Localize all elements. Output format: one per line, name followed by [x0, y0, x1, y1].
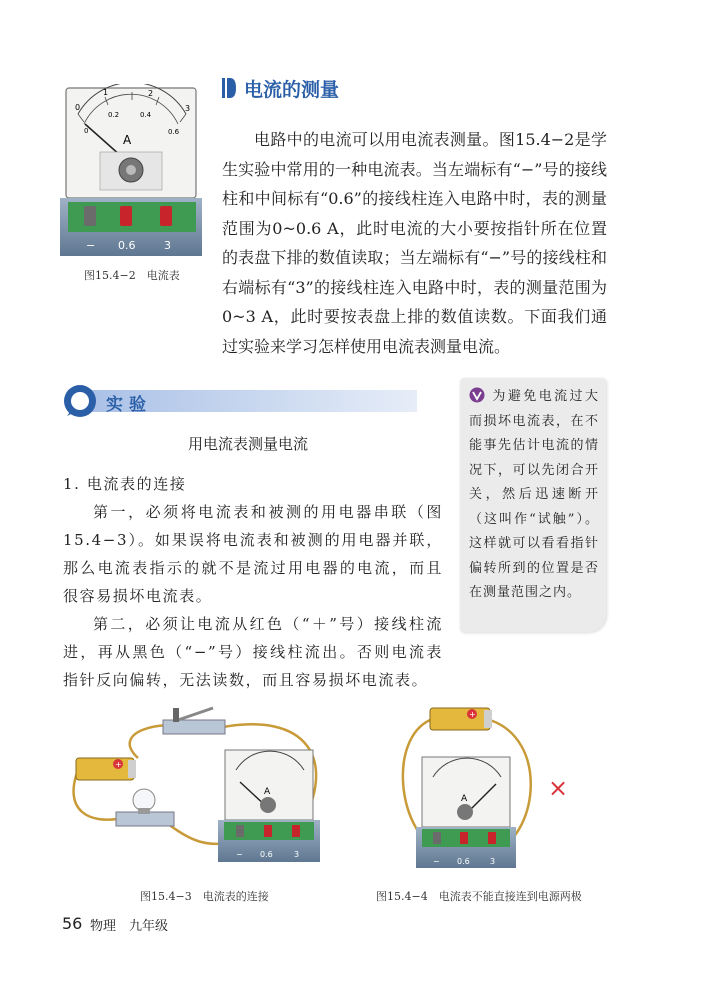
fig3-term-06: 0.6: [260, 850, 273, 859]
section-marker-icon: [222, 77, 236, 99]
fig3-term-3: 3: [294, 850, 300, 859]
unit-label: A: [123, 133, 132, 147]
terminal-06: 0.6: [118, 239, 136, 252]
fig4-battery-plus: +: [469, 710, 476, 719]
intro-text: 电路中的电流可以用电流表测量。图15.4−2是学生实验中常用的一种电流表。当左端标有“−”号的接线柱和中间标有“0.6”的接线柱连入电路中时，表的测量范围为0~0.6 A，此时电流的大小要按指针所在位置的表盘下排的数值读取；当左端标有“−”号的接线柱和右端标有“3”的接线柱连入电路中时，表的测量范围为0~3 A，此时要按表盘上排的数值读数。下面我们通过实验来学习怎样使用电流表测量电流。: [222, 130, 607, 356]
scale-top-3: 3: [185, 104, 191, 113]
scale-bottom-1: 0.2: [108, 111, 120, 119]
fig4-term-06: 0.6: [457, 857, 470, 866]
wrong-mark: ×: [548, 774, 569, 802]
scale-top-0: 0: [75, 103, 81, 112]
scale-top-1: 1: [103, 88, 109, 97]
side-note-text: 为避免电流过大而损坏电流表，在不能事先估计电流的情况下，可以先闭合开关，然后迅速断开（这叫作“试触”）。这样就可以看看指针偏转所到的位置是否在测量范围之内。: [469, 389, 599, 600]
step1-para1: 第一，必须将电流表和被测的用电器串联（图15.4−3）。如果误将电流表和被测的用电器并联，那么电流表指示的就不是流过用电器的电流，而且很容易损坏电流表。: [63, 503, 443, 605]
experiment-body: [63, 470, 443, 694]
step1-heading: 1. 电流表的连接: [63, 475, 187, 493]
experiment-label: 实验: [106, 395, 152, 415]
section-title: 电流的测量: [244, 78, 340, 101]
experiment-title: 用电流表测量电流: [187, 435, 308, 453]
fig3-term-minus: −: [236, 850, 243, 859]
fig3-unit: A: [264, 787, 271, 797]
fig4-unit: A: [461, 794, 468, 804]
fig4-caption: 图15.4−4 电流表不能直接连到电源两极: [376, 890, 582, 903]
fig3-caption: 图15.4−3 电流表的连接: [140, 890, 269, 903]
book-title: 物理 九年级: [90, 919, 169, 934]
intro-paragraph: [222, 125, 607, 361]
side-note: [469, 385, 599, 606]
fig4-term-minus: −: [433, 857, 440, 866]
scale-bottom-0: 0: [84, 127, 89, 135]
scale-top-2: 2: [148, 89, 154, 98]
fig3-circuit: [68, 700, 343, 875]
terminal-3: 3: [164, 239, 171, 252]
step1-para2: 第二，必须让电流从红色（“＋”号）接线柱流进，再从黑色（“−”号）接线柱流出。否则电流表指针反向偏转，无法读数，而且容易损坏电流表。: [63, 615, 443, 689]
ammeter-figure: [60, 84, 205, 264]
tip-icon: [469, 387, 491, 403]
fig4-circuit: [398, 700, 578, 875]
fig4-term-3: 3: [490, 857, 496, 866]
section-heading: [222, 74, 339, 102]
page-number: 56: [62, 914, 83, 933]
scale-bottom-2: 0.4: [140, 111, 152, 119]
scale-bottom-3: 0.6: [168, 128, 180, 136]
fig2-caption: 图15.4−2 电流表: [84, 269, 180, 282]
terminal-minus: −: [86, 239, 96, 252]
fig3-battery-plus: +: [115, 760, 122, 769]
